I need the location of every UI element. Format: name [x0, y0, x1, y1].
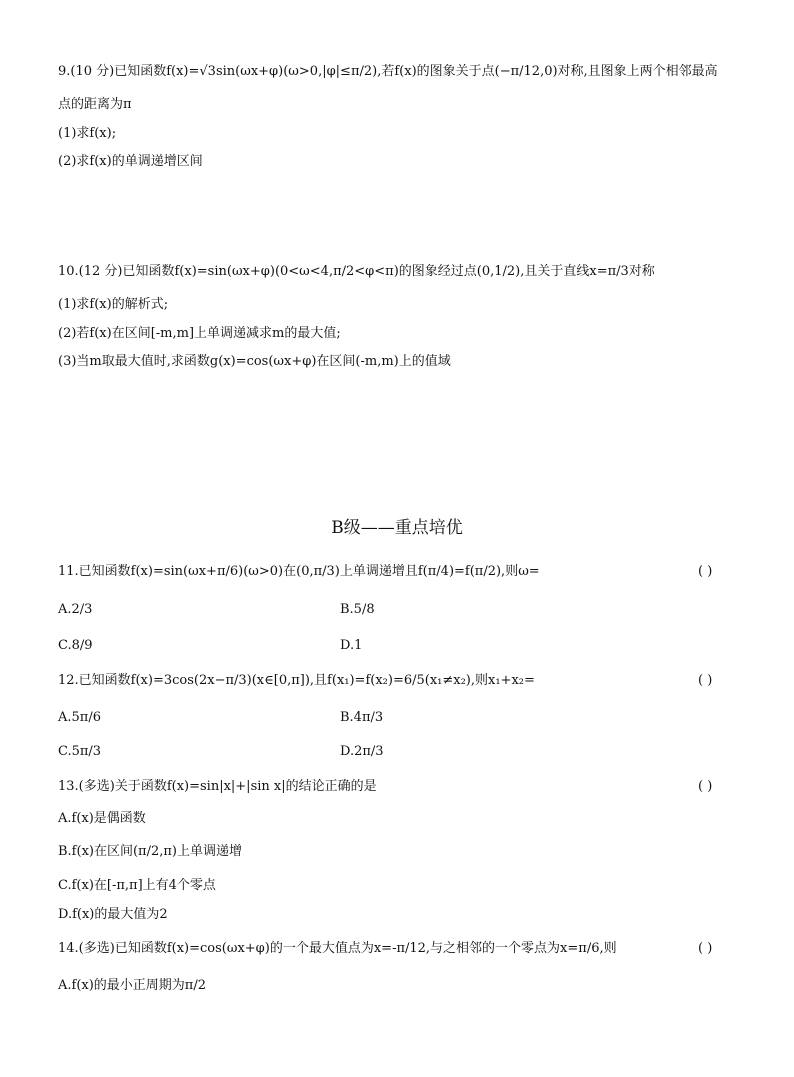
q9-part1: (1)求f(x);: [58, 126, 117, 141]
q14-answer-paren: ( ): [698, 941, 713, 956]
q10-part3: (3)当m取最大值时,求函数g(x)=cos(ωx+φ)在区间(-m,m)上的值域: [58, 354, 451, 369]
q14-option-a: A.f(x)的最小正周期为π/2: [58, 978, 207, 993]
q14-stem: 14.(多选)已知函数f(x)=cos(ωx+φ)的一个最大值点为x=-π/12,与之相邻的一个零点为x=π/6,则: [58, 941, 617, 956]
q9-part2: (2)求f(x)的单调递增区间: [58, 154, 203, 169]
section-title: B级——重点培优: [331, 518, 463, 538]
q11-option-c: C.8/9: [58, 638, 93, 653]
q13-option-c: C.f(x)在[-π,π]上有4个零点: [58, 878, 216, 893]
q13-option-a: A.f(x)是偶函数: [58, 811, 146, 826]
q13-stem: 13.(多选)关于函数f(x)=sin|x|+|sin x|的结论正确的是: [58, 779, 377, 794]
q12-answer-paren: ( ): [698, 673, 713, 688]
q9-stem-cont: 点的距离为π: [58, 97, 132, 112]
q11-stem: 11.已知函数f(x)=sin(ωx+π/6)(ω>0)在(0,π/3)上单调递增且f(π/4)=f(π/2),则ω=: [58, 564, 540, 579]
q10-part2: (2)若f(x)在区间[-m,m]上单调递减求m的最大值;: [58, 326, 341, 341]
q11-option-b: B.5/8: [340, 602, 375, 617]
q13-answer-paren: ( ): [698, 779, 713, 794]
q13-option-d: D.f(x)的最大值为2: [58, 907, 168, 922]
q10-part1: (1)求f(x)的解析式;: [58, 297, 169, 312]
q12-option-b: B.4π/3: [340, 710, 384, 725]
q9-stem: 9.(10 分)已知函数f(x)=√3sin(ωx+φ)(ω>0,|φ|≤π/2),若f(x)的图象关于点(−π/12,0)对称,且图象上两个相邻最高: [58, 64, 718, 79]
q11-option-a: A.2/3: [58, 602, 93, 617]
q10-stem: 10.(12 分)已知函数f(x)=sin(ωx+φ)(0<ω<4,π/2<φ<π)的图象经过点(0,1/2),且关于直线x=π/3对称: [58, 264, 655, 279]
q12-option-c: C.5π/3: [58, 744, 102, 759]
q13-option-b: B.f(x)在区间(π/2,π)上单调递增: [58, 844, 242, 859]
q12-option-d: D.2π/3: [340, 744, 384, 759]
q11-option-d: D.1: [340, 638, 363, 653]
q11-answer-paren: ( ): [698, 564, 713, 579]
q12-stem: 12.已知函数f(x)=3cos(2x−π/3)(x∈[0,π]),且f(x₁)=f(x₂)=6/5(x₁≠x₂),则x₁+x₂=: [58, 673, 535, 688]
q12-option-a: A.5π/6: [58, 710, 101, 725]
